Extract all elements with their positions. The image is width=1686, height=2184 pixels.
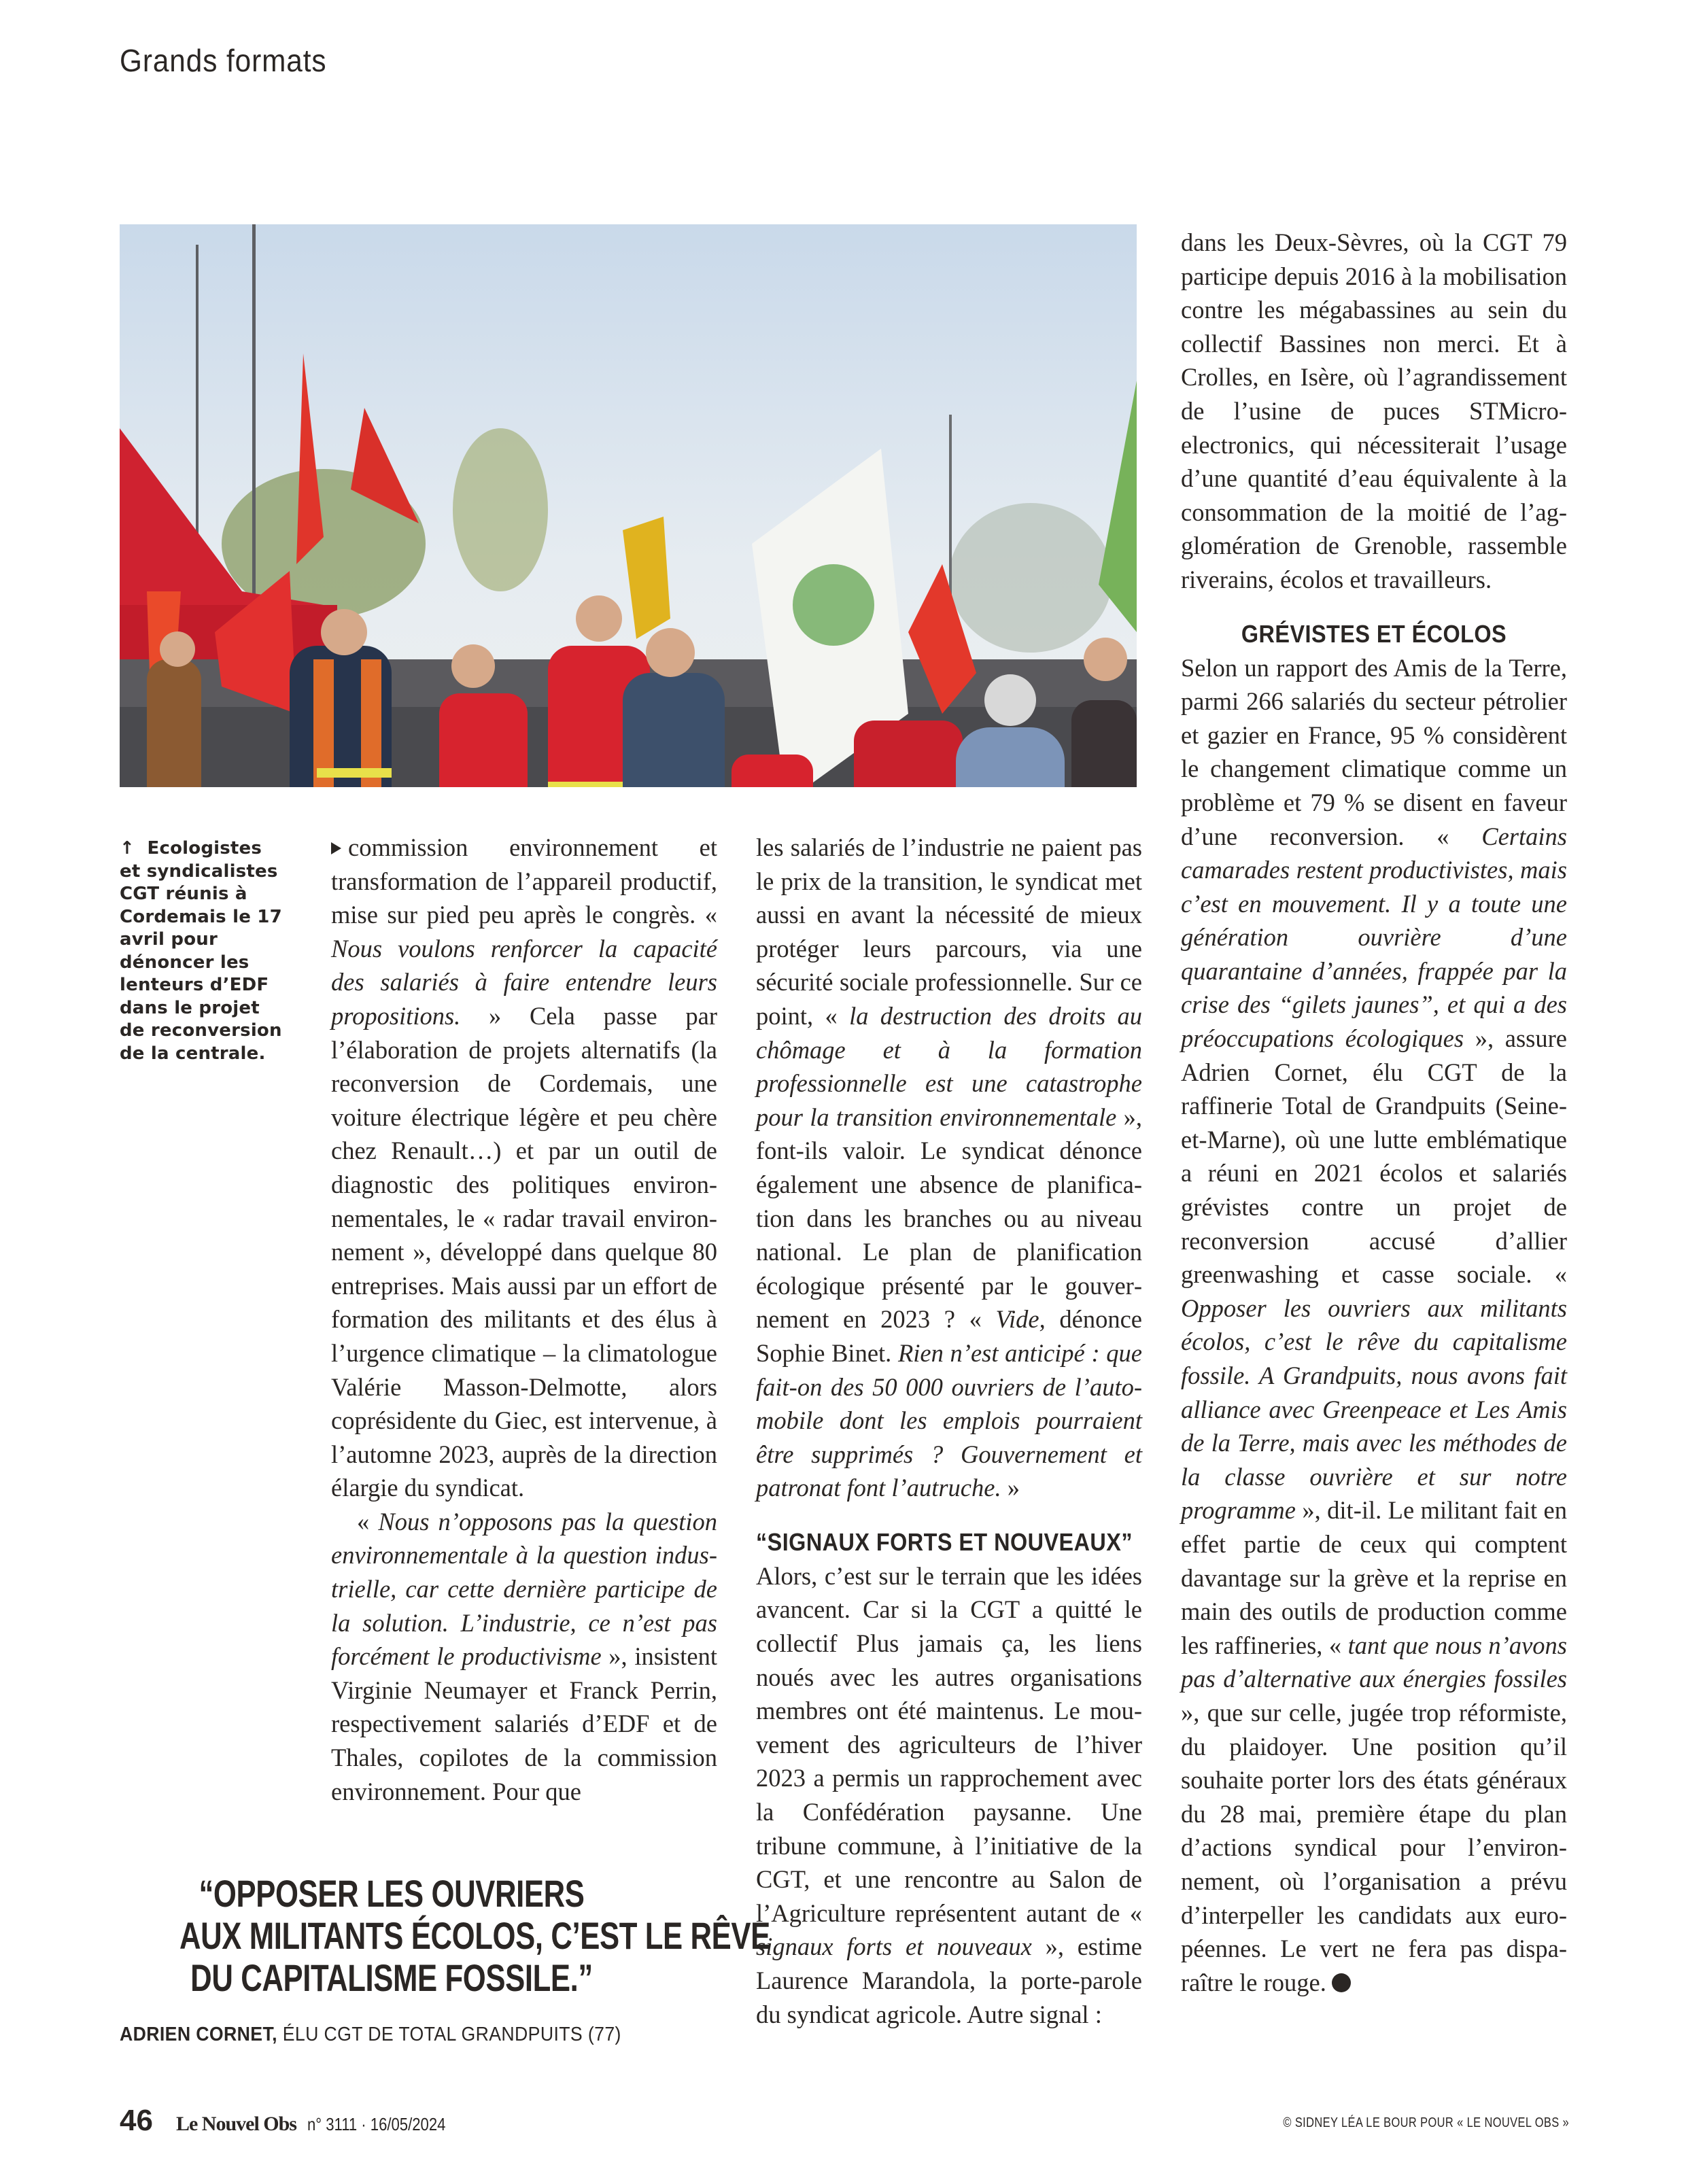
protest-photo-illustration [120,224,1137,787]
continuation-triangle-icon [331,842,341,854]
article-column-1 [331,831,717,1808]
issue-info: n° 3111 · 16/05/2024 [307,2114,446,2134]
paragraph: les salariés de l’industrie ne paient pas le prix de la transition, le syndicat met aussi en avant la nécessité de mieux protéger leurs parcours, via une sécurité sociale professionnelle. Sur ce point, « la destruction des droits au chômage et à la formation professionnelle est une catastrophe pour la transition environnementale », font-ils valoir. Le syndicat dénonce également une absence de planification dans les branches ou au niveau national. Le plan de planification écologique présenté par le gouvernement en 2023 ? « Vide, dénonce Sophie Binet. Rien n’est anticipé : que fait-on des 50 000 ouvriers de l’automobile dont les emplois pourraient être supprimés ? Gouvernement et patronat font l’autruche. » [756,833,1143,1502]
photo-caption [120,837,283,1065]
paragraph: Selon un rapport des Amis de la Terre, parmi 266 salariés du secteur pétrolier et gazier en France, 95 % considèrent le changement climatique comme un problème et 79 % se disent en faveur d’une reconversion. « Certains camarades restent productivistes, mais c’est en mouvement. Il y a toute une génération ouvrière d’une quarantaine d’années, frappée par la crise des “gilets jaunes”, et qui a des préoccupations écologiques », assure Adrien Cornet, élu CGT de la raffinerie Total de Grandpuits (Seine-et-Marne), où une lutte emblématique a réuni en 2021 écolos et salariés grévistes contre un projet de reconversion accusé d’allier greenwashing et casse sociale. « Opposer les ouvriers aux militants écolos, c’est le rêve du capitalisme fossile. A Grandpuits, nous avons fait alliance avec Greenpeace et Les Amis de la Terre, mais avec les méthodes de la classe ouvrière et sur notre programme », dit-il. Le militant fait en effet partie de ceux qui comptent davantage sur la grève et la reprise en main des outils de production comme les raffineries, « tant que nous n’avons pas d’alternative aux énergies fossiles », que sur celle, jugée trop réformiste, du plaidoyer. Une position qu’il souhaite porter lors des états généraux du 28 mai, première étape du plan d’actions syndical pour l’environnement, où l’organisation a prévu d’interpeller les candidats aux européennes. Le vert ne fera pas disparaître le rouge. [1181,653,1567,1996]
section-label: Grands formats [120,43,327,78]
paragraph: dans les Deux-Sèvres, où la CGT 79 participe depuis 2016 à la mobilisation contre les mégabassines au sein du collectif Bassines non merci. Et à Crolles, en Isère, où l’agrandissement de l’usine de puces STMicroelectronics, qui nécessiterait l’usage d’une quantité d’eau équivalente à la consommation de la moitié de l’agglomération de Grenoble, rassemble riverains, écolos et travailleurs. [1181,228,1567,593]
pull-quote-line: DU CAPITALISME FOSSILE.” [190,1956,593,1999]
paragraph: commission environnement et transformation de l’appareil productif, mise sur pied peu après le congrès. « Nous voulons renforcer la capacité des salariés à faire entendre leurs propositions. » Cela passe par l’élaboration de projets alternatifs (la reconversion de Cordemais, une voiture électrique légère et peu chère chez Renault…) et par un outil de diagnostic des politiques environnementales, le « radar travail environnement », développé dans quelque 80 entreprises. Mais aussi par un effort de formation des militants et des élus à l’urgence climatique – la climatologue Valérie Masson-Delmotte, alors coprésidente du Giec, est intervenue, à l’automne 2023, auprès de la direction élargie du syndicat. [331,833,717,1502]
article-column-2 [756,831,1142,2031]
end-of-article-bullet-icon [1332,1973,1351,1992]
page-number: 46 [120,2104,153,2137]
pull-quote-line: AUX MILITANTS ÉCOLOS, C’EST LE RÊVE [179,1914,770,1957]
article-photo [120,224,1137,787]
section-subheading: GRÉVISTES ET ÉCOLOS [1241,619,1507,648]
section-subheading: “SIGNAUX FORTS ET NOUVEAUX” [756,1527,1133,1556]
pull-quote-line: “OPPOSER LES OUVRIERS [199,1872,585,1915]
paragraph: Alors, c’est sur le terrain que les idées avancent. Car si la CGT a quitté le collectif Plus jamais ça, les liens noués avec les autres organisations membres ont été maintenus. Le mouvement des agriculteurs de l’hiver 2023 a permis un rapprochement avec la Confédération paysanne. Une tribune commune, à l’initiative de la CGT, et une rencontre au Salon de l’Agriculture représentent autant de « signaux forts et nouveaux », estime Laurence Marandola, la porte-parole du syndicat agricole. Autre signal : [756,1561,1142,2028]
pull-quote-attribution [120,2024,621,2046]
caption-text: Ecologistes et syndicalistes CGT réunis à Cordemais le 17 avril pour dénoncer les lenteurs d’EDF dans le projet de reconversion de la centrale. [120,838,282,1064]
article-column-3 [1181,226,1567,1999]
page-footer [120,2104,470,2138]
magazine-logo: Le Nouvel Obs [175,2113,296,2135]
quote-author-role: ÉLU CGT DE TOTAL GRANDPUITS (77) [277,2024,621,2045]
paragraph: « Nous n’opposons pas la question environnementale à la question industrielle, car cette dernière participe de la solution. L’industrie, ce n’est pas forcément le productivisme », insistent Virginie Neumayer et Franck Perrin, respectivement salariés d’EDF et de Thales, copilotes de la commission environnement. Pour que [331,1507,717,1805]
quote-author: ADRIEN CORNET, [120,2024,277,2045]
pull-quote [179,1872,770,1999]
photo-credit: © SIDNEY LÉA LE BOUR POUR « LE NOUVEL OBS » [1283,2115,1569,2130]
arrow-up-icon: ↑ [120,838,135,859]
